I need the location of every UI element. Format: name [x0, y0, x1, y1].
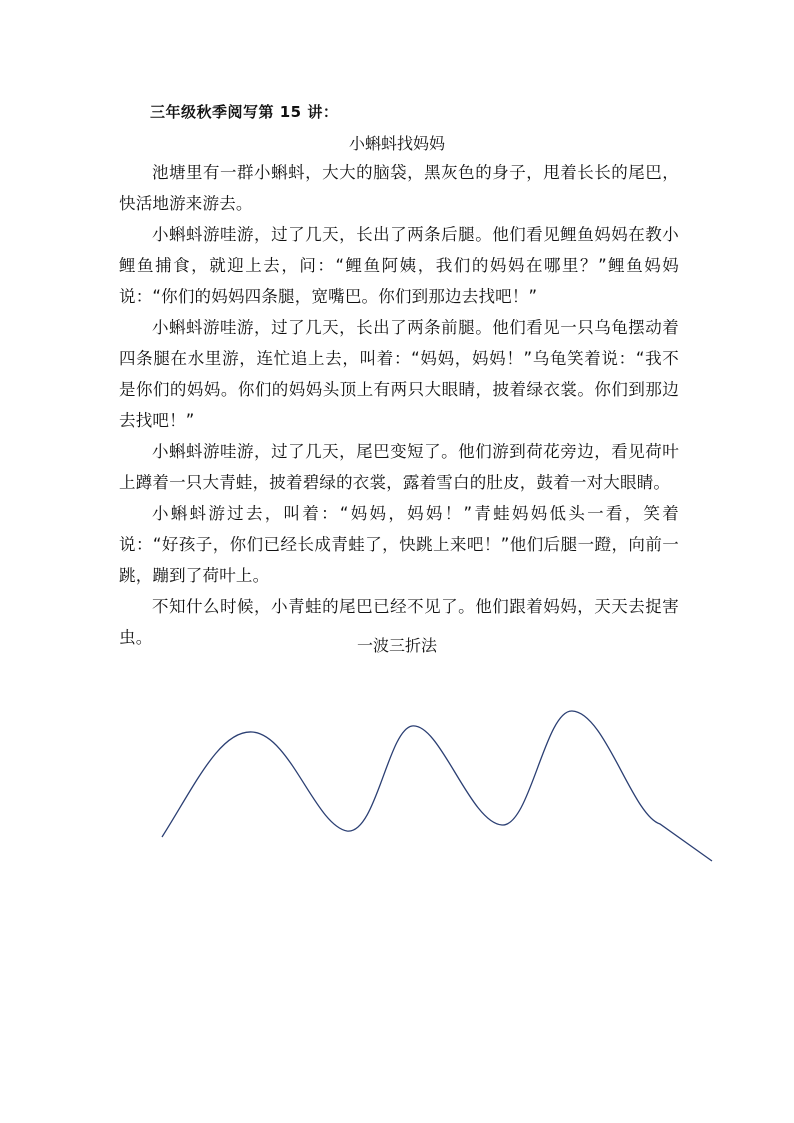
wave-diagram: [0, 690, 794, 880]
story-paragraph: 池塘里有一群小蝌蚪，大大的脑袋，黑灰色的身子，甩着长长的尾巴，快活地游来游去。: [119, 163, 679, 213]
story-paragraph: 小蝌蚪游过去，叫着：“妈妈，妈妈！”青蛙妈妈低头一看，笑着说：“好孩子，你们已经长成青蛙了，快跳上来吧！”他们后腿一蹬，向前一跳，蹦到了荷叶上。: [119, 504, 679, 585]
story-body: [119, 157, 679, 653]
story-paragraph: 小蝌蚪游哇游，过了几天，长出了两条后腿。他们看见鲤鱼妈妈在教小鲤鱼捕食，就迎上去，问：“鲤鱼阿姨，我们的妈妈在哪里？”鲤鱼妈妈说：“你们的妈妈四条腿，宽嘴巴。你们到那边去找吧！”: [119, 225, 679, 306]
lesson-heading: 三年级秋季阅写第 15 讲：: [150, 103, 339, 121]
wave-curve: [162, 711, 712, 861]
story-title: 小蝌蚪找妈妈: [348, 134, 445, 153]
story-paragraph: 小蝌蚪游哇游，过了几天，尾巴变短了。他们游到荷花旁边，看见荷叶上蹲着一只大青蛙，披着碧绿的衣裳，露着雪白的肚皮，鼓着一对大眼睛。: [119, 442, 679, 492]
story-paragraph: 不知什么时候，小青蛙的尾巴已经不见了。他们跟着妈妈，天天去捉害虫。: [119, 597, 679, 647]
story-paragraph: 小蝌蚪游哇游，过了几天，长出了两条前腿。他们看见一只乌龟摆动着四条腿在水里游，连忙追上去，叫着：“妈妈，妈妈！”乌龟笑着说：“我不是你们的妈妈。你们的妈妈头顶上有两只大眼睛，披着绿衣裳。你们到那边去找吧！”: [119, 318, 679, 430]
diagram-title: 一波三折法: [356, 636, 437, 655]
